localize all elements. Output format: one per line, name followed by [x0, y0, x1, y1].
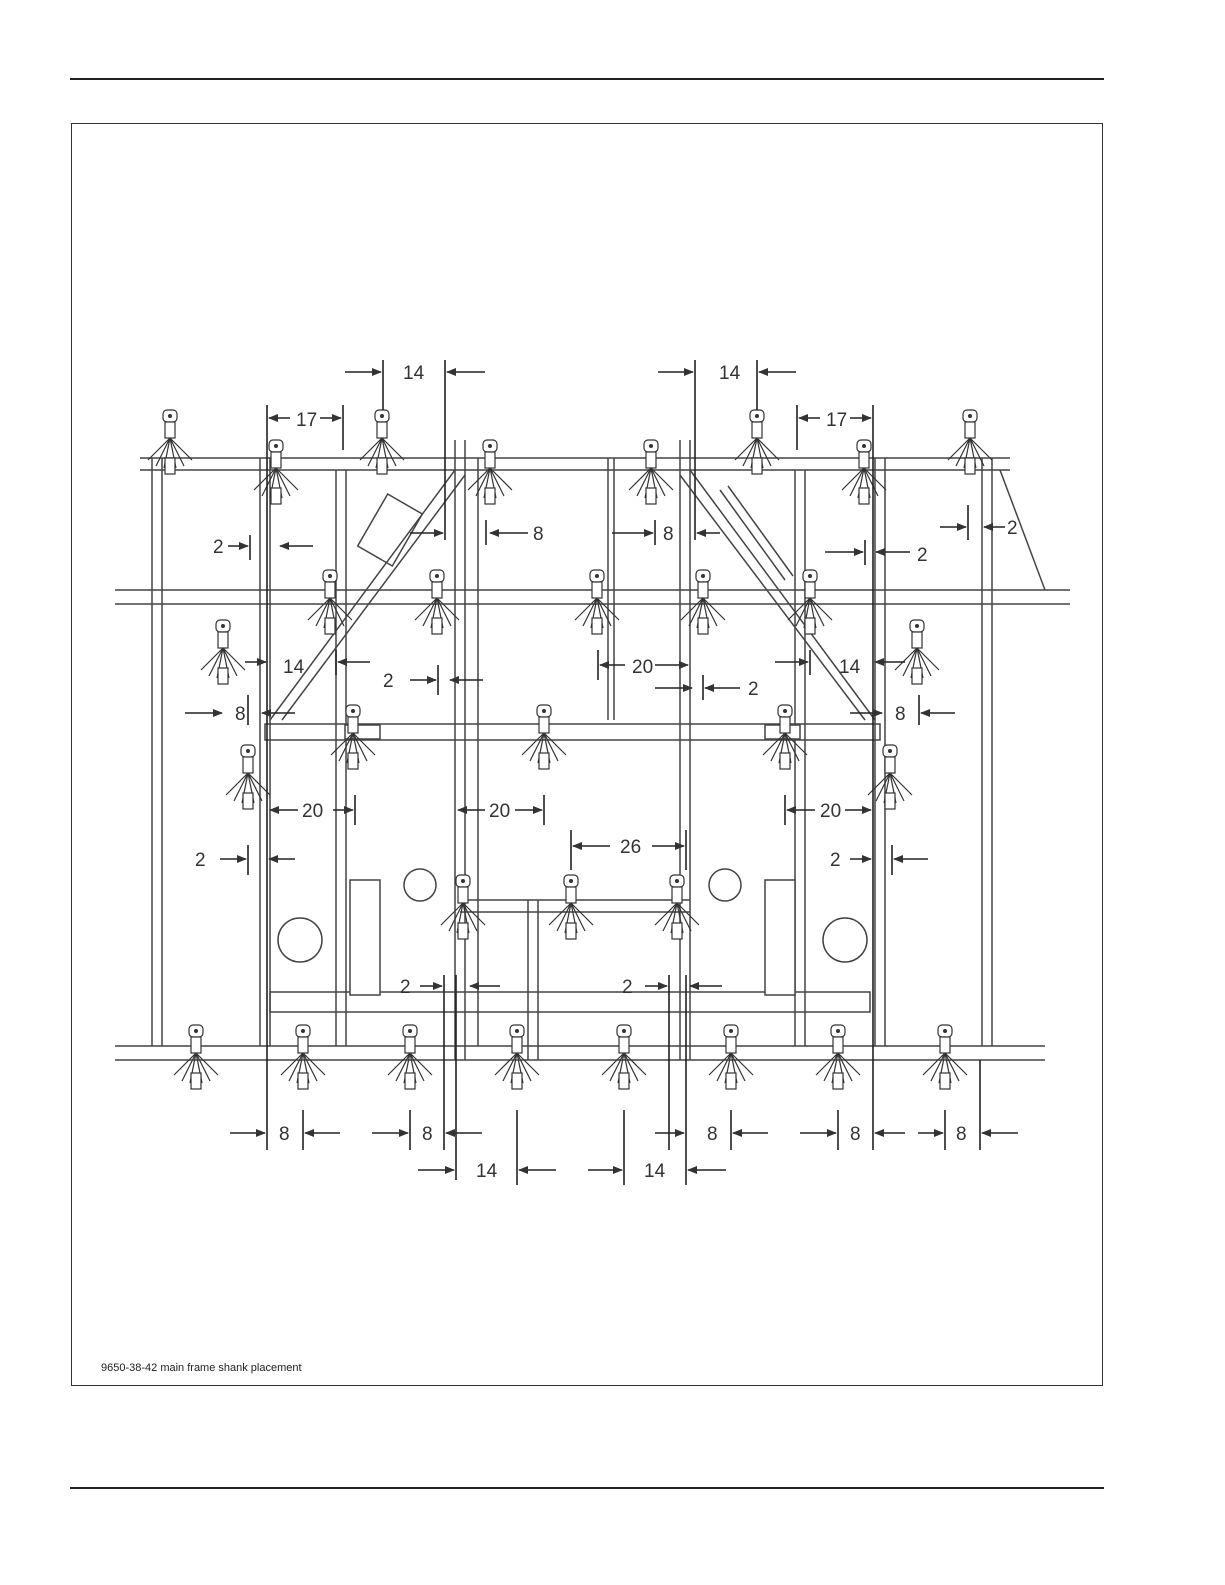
- dim-label: 2: [400, 977, 411, 998]
- figure-caption: 9650-38-42 main frame shank placement: [101, 1362, 302, 1374]
- dim-label: 20: [489, 801, 511, 822]
- dim-label: 2: [195, 850, 206, 871]
- shank-row-4: [441, 875, 699, 939]
- dim-label: 8: [850, 1124, 861, 1145]
- dim-label: 14: [644, 1161, 666, 1182]
- dim-label: 20: [820, 801, 842, 822]
- dim-label: 2: [917, 545, 928, 566]
- dim-label: 8: [956, 1124, 967, 1145]
- shank-row-1: [148, 410, 992, 504]
- dim-label: 17: [826, 410, 848, 431]
- dim-label: 14: [719, 363, 741, 384]
- dim-label: 2: [748, 679, 759, 700]
- dim-label: 20: [302, 801, 324, 822]
- dim-label: 8: [533, 524, 544, 545]
- shank-row-3: [226, 705, 912, 809]
- dim-label: 8: [707, 1124, 718, 1145]
- dim-label: 8: [279, 1124, 290, 1145]
- dim-label: 14: [476, 1161, 498, 1182]
- dim-label: 8: [663, 524, 674, 545]
- dim-label: 2: [830, 850, 841, 871]
- dim-label: 2: [383, 671, 394, 692]
- dim-label: 2: [213, 537, 224, 558]
- dim-label: 8: [235, 704, 246, 725]
- shank-row-2: [201, 570, 939, 684]
- dim-label: 17: [296, 410, 318, 431]
- dim-label: 14: [839, 657, 861, 678]
- dim-label: 8: [895, 704, 906, 725]
- dim-label: 26: [620, 837, 642, 858]
- dim-label: 14: [283, 657, 305, 678]
- dim-label: 2: [1007, 518, 1018, 539]
- shank-row-5: [174, 1025, 967, 1089]
- frame-structure: [115, 440, 1070, 1060]
- dim-label: 14: [403, 363, 425, 384]
- dim-label: 20: [632, 657, 654, 678]
- dim-label: 8: [422, 1124, 433, 1145]
- dim-label: 2: [622, 977, 633, 998]
